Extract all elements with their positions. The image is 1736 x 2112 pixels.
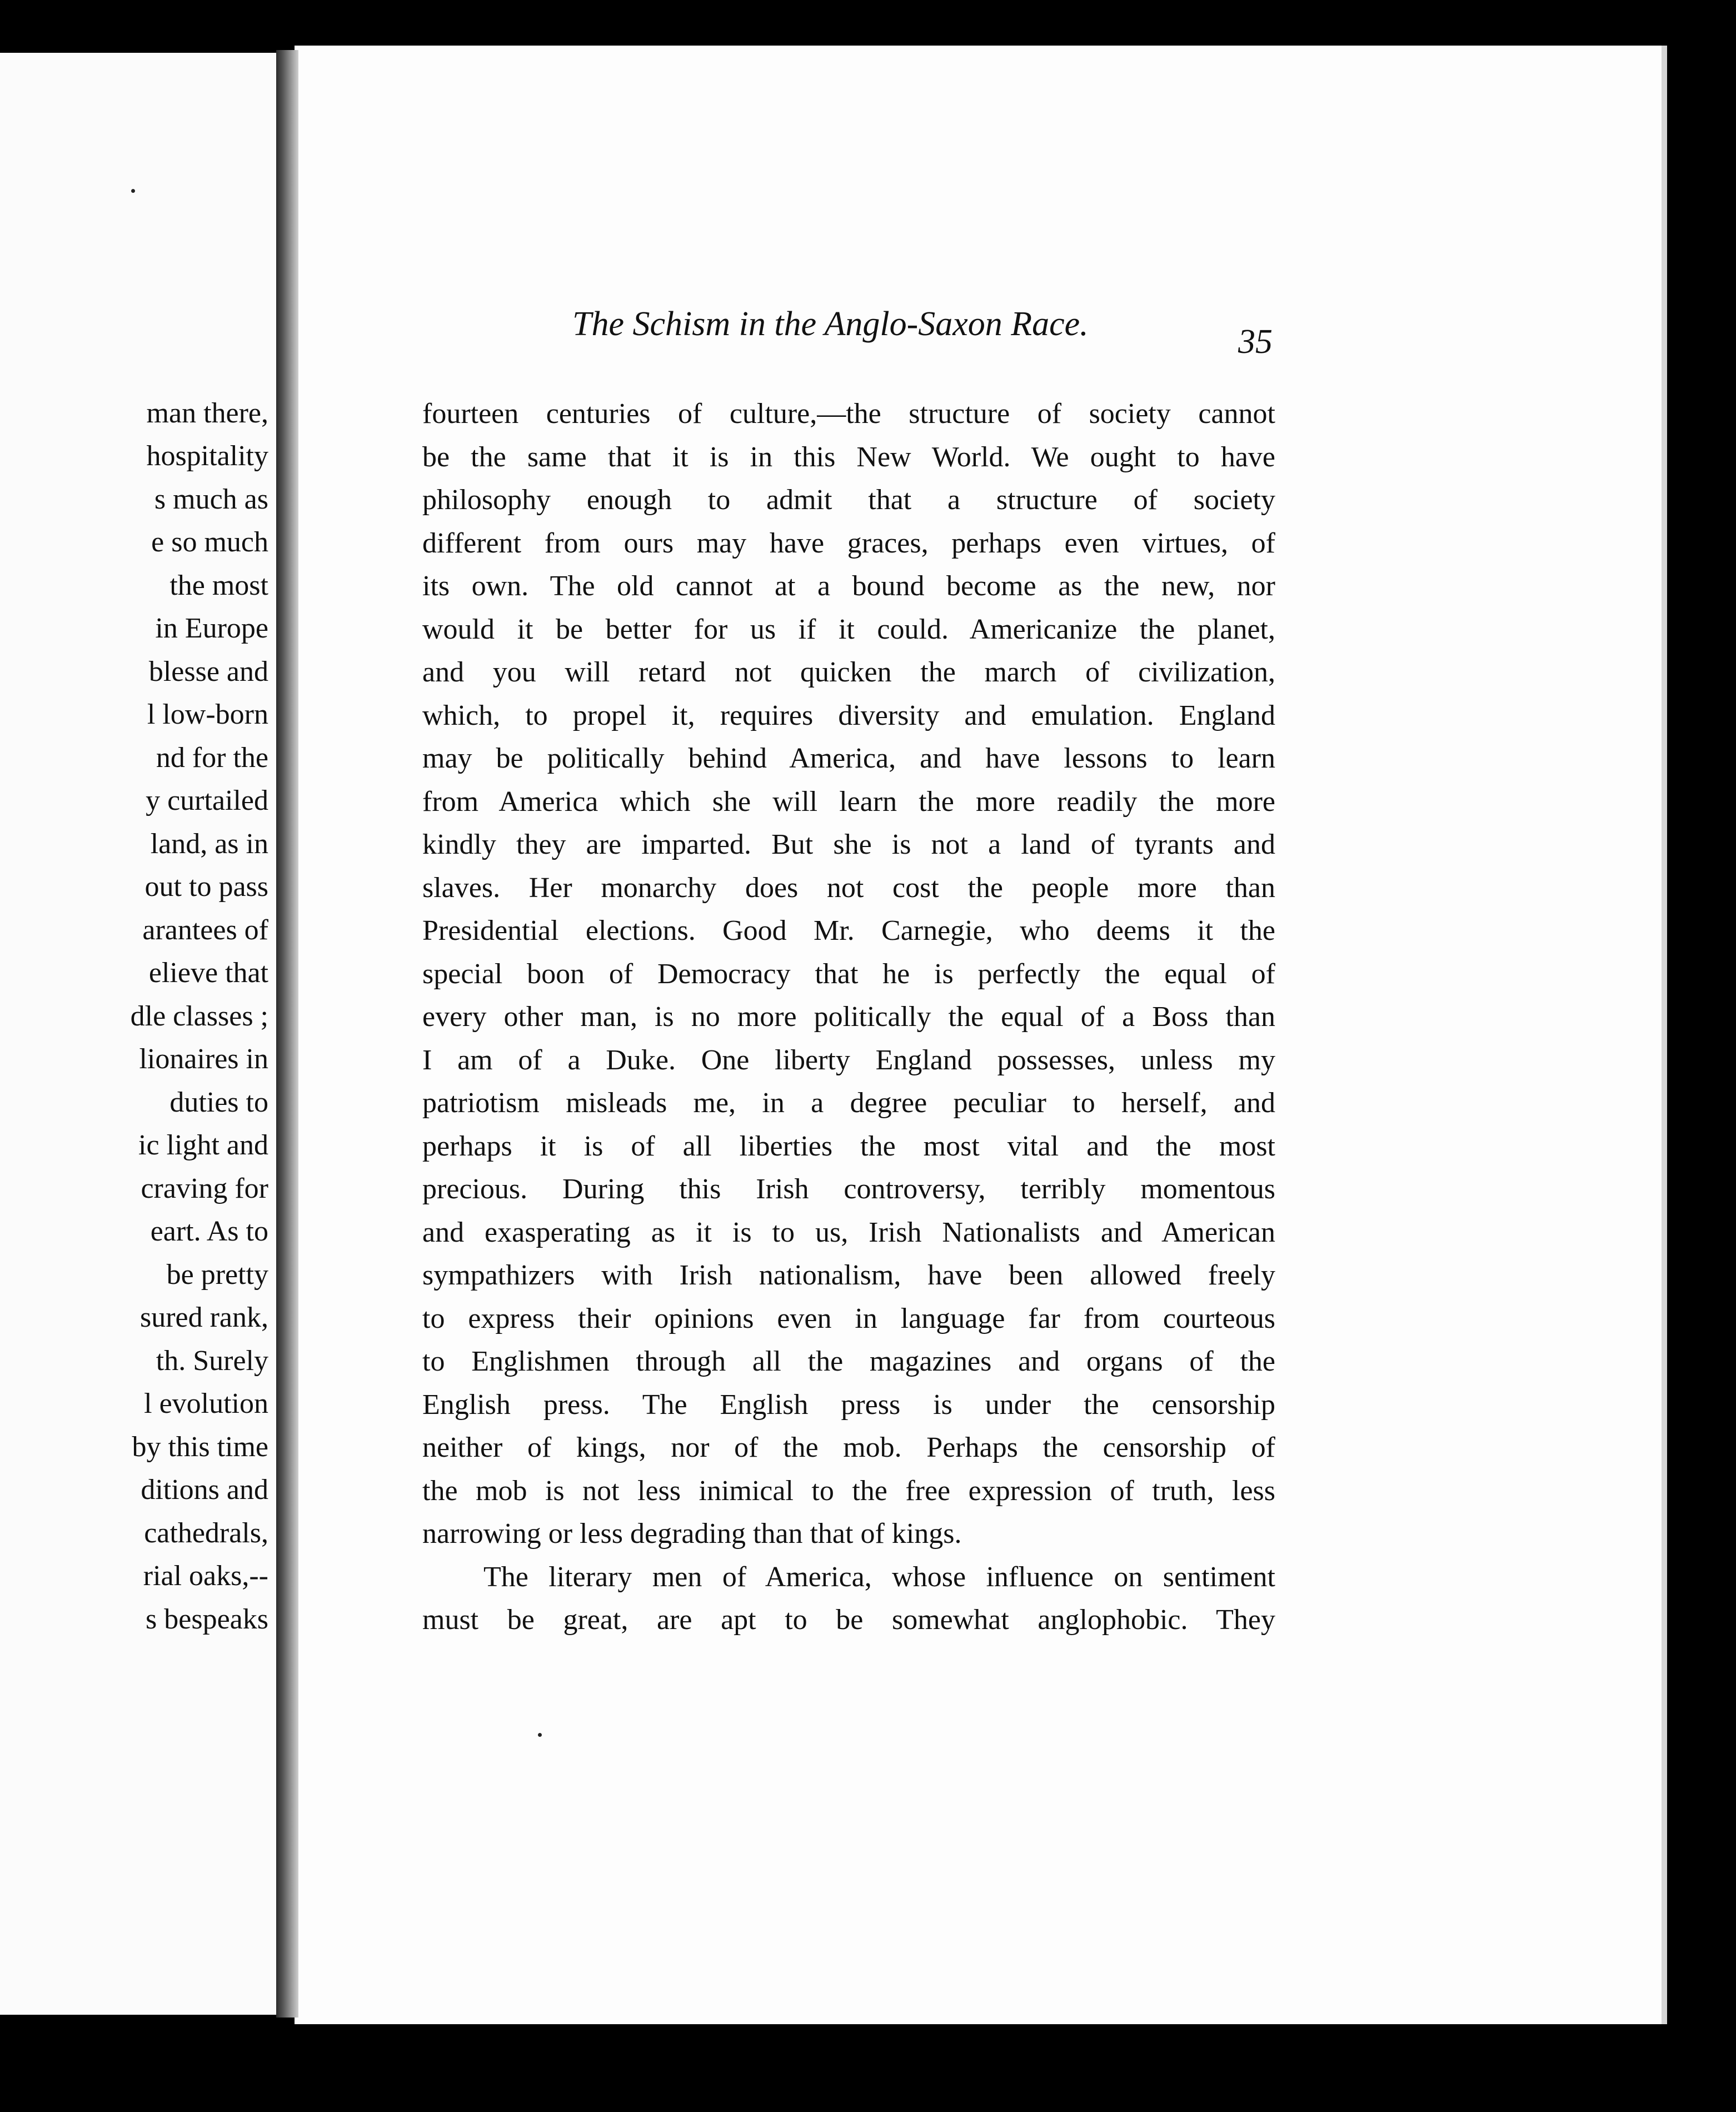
text-line: the mob is not less inimical to the free expression of truth, less bbox=[422, 1475, 1275, 1507]
text-line: precious. During this Irish controversy, terribly momentous bbox=[422, 1173, 1275, 1205]
left-page-line: in Europe bbox=[155, 612, 268, 644]
text-line: be the same that it is in this New World. We ought to have bbox=[422, 441, 1275, 473]
body-text bbox=[422, 392, 1275, 1642]
text-line-paragraph-start: The literary men of America, whose influence on sentiment bbox=[483, 1561, 1275, 1593]
text-line: kindly they are imparted. But she is not a land of tyrants and bbox=[422, 829, 1275, 860]
text-line: its own. The old cannot at a bound become as the new, nor bbox=[422, 570, 1275, 602]
left-page-line: ditions and bbox=[141, 1474, 268, 1506]
left-page-line: arantees of bbox=[142, 914, 268, 946]
left-page-line: sured rank, bbox=[139, 1302, 268, 1333]
left-page-line: eart. As to bbox=[150, 1216, 268, 1247]
left-page-line: the most bbox=[169, 570, 268, 601]
left-page-line: cathedrals, bbox=[144, 1517, 268, 1549]
text-line: and exasperating as it is to us, Irish Nationalists and American bbox=[422, 1216, 1275, 1248]
text-line: may be politically behind America, and have lessons to learn bbox=[422, 743, 1275, 774]
left-page-line: elieve that bbox=[148, 957, 268, 989]
left-page-line: s much as bbox=[154, 484, 268, 515]
text-line: and you will retard not quicken the march of civilization, bbox=[422, 656, 1275, 688]
text-line: from America which she will learn the more readily the more bbox=[422, 785, 1275, 818]
left-page-line: y curtailed bbox=[146, 785, 268, 816]
text-line: special boon of Democracy that he is perfectly the equal of bbox=[422, 958, 1275, 990]
left-page-line: th. Surely bbox=[156, 1345, 268, 1377]
text-line: patriotism misleads me, in a degree peculiar to herself, and bbox=[422, 1087, 1275, 1119]
scan-speck bbox=[538, 1733, 542, 1737]
text-line: different from ours may have graces, perhaps even virtues, of bbox=[422, 527, 1275, 559]
text-line: must be great, are apt to be somewhat anglophobic. They bbox=[422, 1604, 1275, 1636]
text-line: every other man, is no more politically the equal of a Boss than bbox=[422, 1001, 1275, 1033]
left-page-line: craving for bbox=[141, 1173, 268, 1204]
left-page-line: lionaires in bbox=[139, 1043, 268, 1075]
left-page-line: land, as in bbox=[150, 828, 268, 860]
left-page-line: dle classes ; bbox=[130, 1000, 268, 1032]
left-page-fragment bbox=[0, 53, 286, 2015]
left-page-line: nd for the bbox=[156, 742, 268, 774]
left-page-line: by this time bbox=[132, 1431, 268, 1463]
text-line: perhaps it is of all liberties the most vital and the most bbox=[422, 1130, 1275, 1162]
left-page-line: duties to bbox=[169, 1087, 268, 1118]
left-page-line: ic light and bbox=[138, 1129, 268, 1161]
text-line: would it be better for us if it could. Americanize the planet, bbox=[422, 613, 1275, 645]
text-line: neither of kings, nor of the mob. Perhaps the censorship of bbox=[422, 1432, 1275, 1463]
page-number: 35 bbox=[1238, 323, 1273, 361]
text-line: fourteen centuries of culture,—the structure of society cannot bbox=[422, 398, 1275, 430]
text-line: Presidential elections. Good Mr. Carnegie, who deems it the bbox=[422, 915, 1275, 947]
text-line: which, to propel it, requires diversity and emulation. England bbox=[422, 699, 1275, 731]
left-page-line: man there, bbox=[146, 397, 268, 429]
left-page-line: s bespeaks bbox=[146, 1603, 268, 1635]
text-line-paragraph-end: narrowing or less degrading than that of kings. bbox=[422, 1518, 962, 1550]
text-line: English press. The English press is under the censorship bbox=[422, 1388, 1275, 1421]
scan-speck bbox=[131, 189, 135, 193]
left-page-line: rial oaks,-- bbox=[143, 1560, 268, 1592]
text-line: I am of a Duke. One liberty England possesses, unless my bbox=[422, 1044, 1275, 1076]
left-page-line: l low-born bbox=[147, 699, 268, 730]
left-page-line: e so much bbox=[151, 526, 268, 558]
text-line: philosophy enough to admit that a structure of society bbox=[422, 484, 1275, 516]
left-page-line: blesse and bbox=[148, 656, 268, 688]
text-line: slaves. Her monarchy does not cost the people more than bbox=[422, 871, 1275, 904]
left-page-line: l evolution bbox=[144, 1388, 268, 1419]
text-line: sympathizers with Irish nationalism, have been allowed freely bbox=[422, 1259, 1275, 1291]
left-page-line: be pretty bbox=[166, 1259, 268, 1291]
left-page-line: hospitality bbox=[146, 440, 268, 472]
binding-gutter bbox=[276, 50, 298, 2018]
text-line: to Englishmen through all the magazines and organs of the bbox=[422, 1346, 1275, 1377]
left-page-line: out to pass bbox=[144, 871, 268, 903]
text-line: to express their opinions even in language far from courteous bbox=[422, 1302, 1275, 1334]
running-head: The Schism in the Anglo-Saxon Race. bbox=[572, 305, 1089, 343]
